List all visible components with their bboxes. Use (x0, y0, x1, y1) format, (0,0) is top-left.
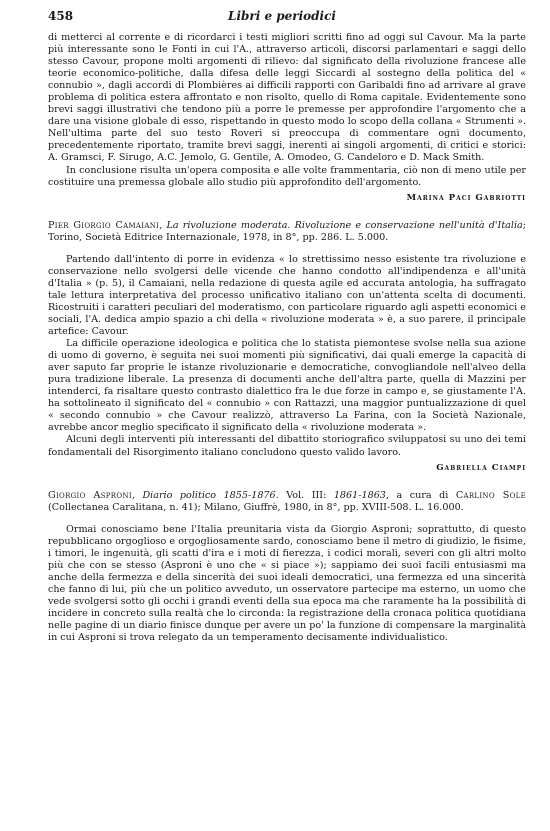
publication-info: (Collectanea Caralitana, n. 41); Milano, Giuffrè, 1980, in 8°, pp. XVIII-508. L. 16.000. (48, 501, 464, 513)
book-author: Pier Giorgio Camaiani (48, 219, 160, 231)
review-asproni (48, 490, 526, 645)
curator-name: Carlino Sole (455, 489, 526, 501)
review-camaiani (48, 220, 526, 474)
volume-info: . Vol. III: (275, 489, 334, 501)
curator-prefix: , a cura di (385, 489, 456, 501)
book-title: La rivoluzione moderata. Rivoluzione e conservazione nell'unità d'Italia (166, 219, 523, 231)
intro-review-continuation (48, 32, 526, 204)
book-author: Giorgio Asproni (48, 489, 132, 501)
review-paragraph-2: La difficile operazione ideologica e politica che lo statista piemontese svolse nella sua azione di uomo di governo, è seguita nei suoi momenti più significativi, dai quali emerge la capacità di aver saputo far proprie le istanze rivoluzionarie e democratiche, convogliandole nell'alveo della pura tradizione liberale. La presenza di documenti anche dell'altra parte, quella di Mazzini per intenderci, fa risaltare questo contrasto dialettico fra le due forze in campo e, se giustamente l'A. ha sottolineato il significato del « connubio » con Rattazzi, una maggior puntualizzazione di quel « secondo connubio » che Cavour realizzò, attraverso La Farina, con la Società Nazionale, avrebbe ancor meglio specificato il significato della « rivoluzione moderata ». (48, 338, 526, 434)
review-signature-1: Marina Paci Gabriotti (406, 192, 526, 203)
journal-title: Libri e periodici (228, 9, 336, 23)
intro-paragraph-1: di metterci al corrente e di ricordarci i testi migliori scritti fino ad oggi sul Cavour. Ma la parte più interessante sono le Fonti in cui l'A., attraverso articoli, discorsi parlamentari e saggi dello stesso Cavour, propone molti argomenti di rilievo: dal significato della rivoluzione francese alle teorie economico-politiche, dalla difesa delle leggi Siccardi al sostegno della politica del « connubio », dagli accordi di Plombières ai difficili rapporti con Garibaldi fino ad arrivare al grave problema di politica estera affrontato e non risolto, quello di Roma capitale. Evidentemente sono brevi saggi illustrativi che tendono più a porre le premesse per approfondire l'argomento che a dare una visione globale di esso, rispettando in questo modo lo scopo della collana « Strumenti ». Nell'ultima parte del suo testo Roveri si preoccupa di commentare ogni documento, precedentemente riportato, tramite brevi saggi, inerenti ai singoli argomenti, di critici e storici: A. Gramsci, F. Sirugo, A.C. Jemolo, G. Gentile, A. Omodeo, G. Candeloro e D. Mack Smith. (48, 32, 526, 164)
volume-years: 1861-1863 (333, 489, 386, 501)
running-header (48, 10, 526, 32)
review-paragraph-3: Alcuni degli interventi più interessanti del dibattito storiografico sviluppatosi su uno dei temi fondamentali del Risorgimento italiano concludono questo valido lavoro. (48, 434, 526, 458)
review-signature-2: Gabriella Ciampi (436, 462, 526, 473)
bibliographic-entry: Pier Giorgio Camaiani, La rivoluzione moderata. Rivoluzione e conservazione nell'unità d'Italia; Torino, Società Editrice Internazionale, 1978, in 8°, pp. 286. L. 5.000. (48, 219, 526, 243)
bibliographic-entry: Giorgio Asproni, Diario politico 1855-1876. Vol. III: 1861-1863, a cura di Carlino Sole (Collectanea Caralitana, n. 41); Milano, Giuffrè, 1980, in 8°, pp. XVIII-508. L. 16.000. (48, 489, 526, 513)
page-number: 458 (48, 9, 74, 23)
review-paragraph-1: Partendo dall'intento di porre in evidenza « lo strettissimo nesso esistente tra rivoluzione e conservazione nello svolgersi delle vicende che hanno condotto all'indipendenza e all'unità d'Italia » (p. 5), il Camaiani, nella redazione di questa agile ed accurata antologia, ha suffragato tale lettura interpretativa del processo unificativo italiano con un'attenta scelta di documenti. Ricostruiti i caratteri peculiari del moderatismo, con particolare riguardo agli aspetti economici e sociali, l'A. dedica ampio spazio a chi della « rivoluzione moderata » è, a suo parere, il principale artefice: Cavour. (48, 253, 526, 338)
review-paragraph-1: Ormai conosciamo bene l'Italia preunitaria vista da Giorgio Asproni; soprattutto, di questo repubblicano orgoglioso e orgogliosamente sardo, conosciamo bene il metro di giudizio, le fisime, i timori, le ingenuità, gli scatti d'ira e i moti di fierezza, i codici morali, severi con gli altri molto più che con se stesso (Asproni è uno che « si piace »); sappiamo dei suoi facili entusiasmi ma anche della fermezza e della sincerità dei suoi ideali democratici, una fermezza ed una sincerità che fanno di lui, più che un politico avveduto, un osservatore partecipe ma esterno, un uomo che vede svolgersi sotto gli occhi i grandi eventi della sua epoca ma che raramente ha la possibilità di incidere in concreto sulla realtà che lo circonda: la registrazione della cronaca politica quotidiana nelle pagine di un diario finisce dunque per avere un po' la funzione di compensare la marginalità in cui Asproni si trova relegato da un temperamento decisamente individualistico. (48, 523, 526, 644)
book-title: Diario politico 1855-1876 (142, 489, 276, 501)
publication-info: ; Torino, Società Editrice Internazionale, 1978, in 8°, pp. 286. L. 5.000. (48, 219, 526, 243)
intro-paragraph-2: In conclusione risulta un'opera composita e alle volte frammentaria, ciò non di meno utile per costituire una premessa globale allo studio più approfondito dell'argomento. (48, 164, 526, 188)
